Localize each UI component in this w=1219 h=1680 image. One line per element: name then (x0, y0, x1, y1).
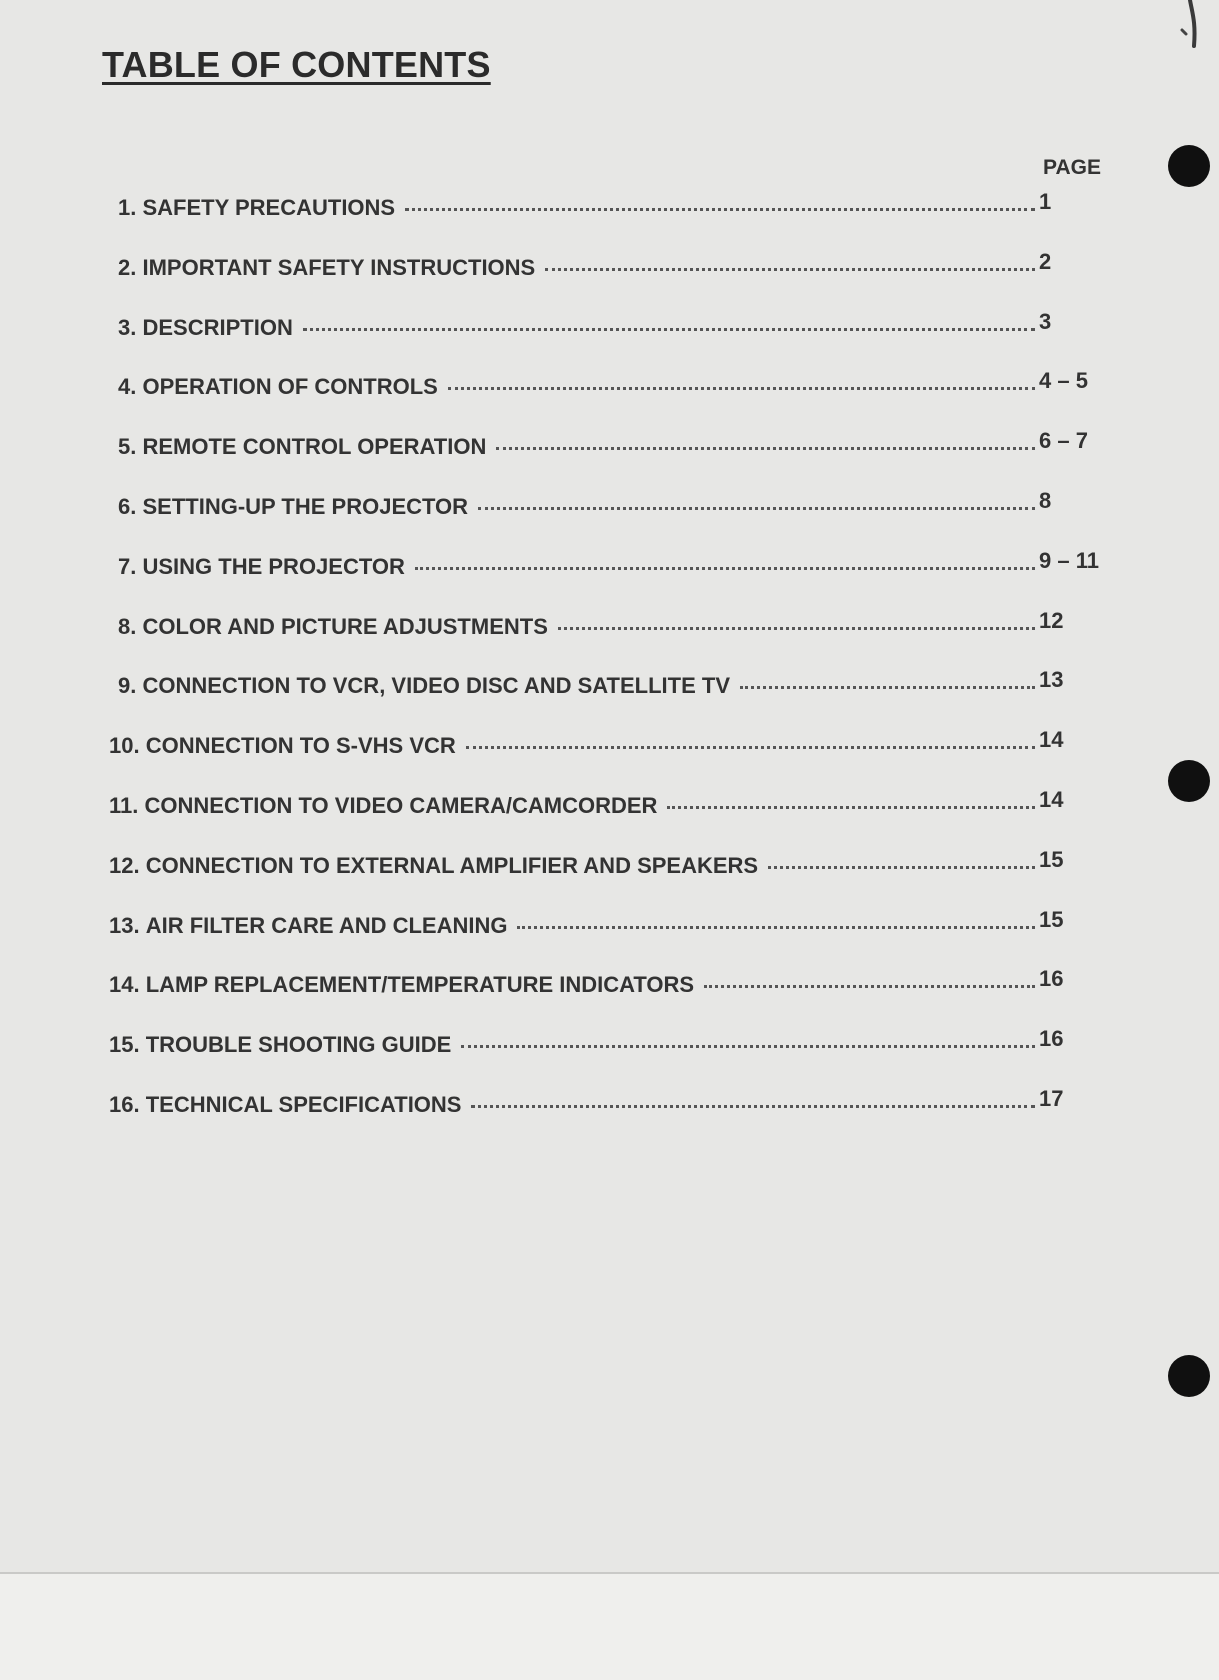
toc-entry (118, 428, 1109, 464)
dot-leader (740, 686, 1035, 689)
toc-entry-page: 14 (1039, 787, 1064, 812)
dot-leader (478, 507, 1035, 510)
toc-entry-title: REMOTE CONTROL OPERATION (142, 434, 487, 459)
dot-leader (405, 208, 1035, 211)
toc-entry-number: 14. (109, 972, 140, 997)
toc-entry-number: 8. (118, 614, 137, 639)
toc-entry-number: 13. (109, 913, 140, 938)
toc-entry-title: IMPORTANT SAFETY INSTRUCTIONS (142, 255, 536, 280)
toc-entry (118, 368, 1109, 404)
page-bottom-edge (0, 1572, 1219, 1680)
toc-entry (109, 847, 1109, 883)
toc-entry (118, 189, 1109, 225)
toc-entry (109, 907, 1109, 943)
punch-hole (1168, 145, 1210, 187)
dot-leader (667, 806, 1035, 809)
toc-entry-title: DESCRIPTION (142, 315, 293, 340)
toc-entry-page: 2 (1039, 249, 1052, 274)
dot-leader (303, 328, 1035, 331)
toc-entry-number: 6. (118, 494, 137, 519)
toc-entry-title: SETTING-UP THE PROJECTOR (142, 494, 469, 519)
page-title: TABLE OF CONTENTS (102, 44, 491, 85)
toc-entry (118, 608, 1109, 644)
toc-entry-page: 17 (1039, 1086, 1064, 1111)
toc-entry (118, 309, 1109, 345)
toc-entry-page: 8 (1039, 488, 1052, 513)
toc-entry-number: 7. (118, 554, 137, 579)
dot-leader (466, 746, 1035, 749)
toc-entry (109, 727, 1109, 763)
toc-entry-title: TROUBLE SHOOTING GUIDE (145, 1032, 452, 1057)
toc-entry-number: 4. (118, 374, 137, 399)
toc-entry (118, 667, 1109, 703)
punch-hole (1168, 760, 1210, 802)
toc-entry-page: 15 (1039, 907, 1064, 932)
dot-leader (461, 1045, 1035, 1048)
toc-entry-title: CONNECTION TO S-VHS VCR (145, 733, 456, 758)
toc-entry (118, 548, 1109, 584)
toc-entry-title: TECHNICAL SPECIFICATIONS (145, 1092, 462, 1117)
toc-entry-page: 6 – 7 (1039, 428, 1088, 453)
toc-entry-number: 15. (109, 1032, 140, 1057)
toc-entry-number: 11. (109, 793, 139, 818)
dot-leader (545, 268, 1035, 271)
toc-entry-number: 9. (118, 673, 137, 698)
toc-entry (109, 787, 1109, 823)
toc-entry-number: 5. (118, 434, 137, 459)
dot-leader (415, 567, 1035, 570)
toc-entry-page: 16 (1039, 1026, 1064, 1051)
toc-entry-title: LAMP REPLACEMENT/TEMPERATURE INDICATORS (145, 972, 695, 997)
toc-entry-page: 15 (1039, 847, 1064, 872)
dot-leader (496, 447, 1035, 450)
toc-entry-title: OPERATION OF CONTROLS (142, 374, 438, 399)
toc-entry-number: 1. (118, 195, 137, 220)
toc-entry-title: USING THE PROJECTOR (142, 554, 405, 579)
toc-entry-page: 4 – 5 (1039, 368, 1088, 393)
toc-entry-page: 3 (1039, 309, 1052, 334)
toc-entry (109, 1086, 1109, 1122)
toc-entry-title: CONNECTION TO VCR, VIDEO DISC AND SATELLITE TV (142, 673, 730, 698)
toc-entry-title: SAFETY PRECAUTIONS (142, 195, 396, 220)
toc-entry-page: 12 (1039, 608, 1064, 633)
toc-entry-number: 2. (118, 255, 137, 280)
toc-entry-title: CONNECTION TO VIDEO CAMERA/CAMCORDER (144, 793, 658, 818)
toc-entry-title: CONNECTION TO EXTERNAL AMPLIFIER AND SPEAKERS (145, 853, 759, 878)
toc-entry-number: 16. (109, 1092, 140, 1117)
page-column-header: PAGE (1043, 156, 1101, 179)
dot-leader (471, 1105, 1035, 1108)
toc-entry-number: 3. (118, 315, 137, 340)
dot-leader (517, 926, 1035, 929)
dot-leader (768, 866, 1035, 869)
dot-leader (558, 627, 1035, 630)
toc-entry-page: 9 – 11 (1039, 548, 1099, 573)
toc-entry-page: 16 (1039, 966, 1064, 991)
toc-entry-title: AIR FILTER CARE AND CLEANING (145, 913, 508, 938)
toc-entry-page: 1 (1039, 189, 1052, 214)
toc-entry-page: 13 (1039, 667, 1064, 692)
punch-hole (1168, 1355, 1210, 1397)
dot-leader (704, 985, 1035, 988)
toc-entry-number: 12. (109, 853, 140, 878)
toc-entry (118, 249, 1109, 285)
toc-entry-title: COLOR AND PICTURE ADJUSTMENTS (142, 614, 548, 639)
toc-entry (109, 1026, 1109, 1062)
dot-leader (448, 387, 1035, 390)
toc-entry (118, 488, 1109, 524)
toc-entry-number: 10. (109, 733, 140, 758)
toc-entry-page: 14 (1039, 727, 1064, 752)
toc-entry (109, 966, 1109, 1002)
